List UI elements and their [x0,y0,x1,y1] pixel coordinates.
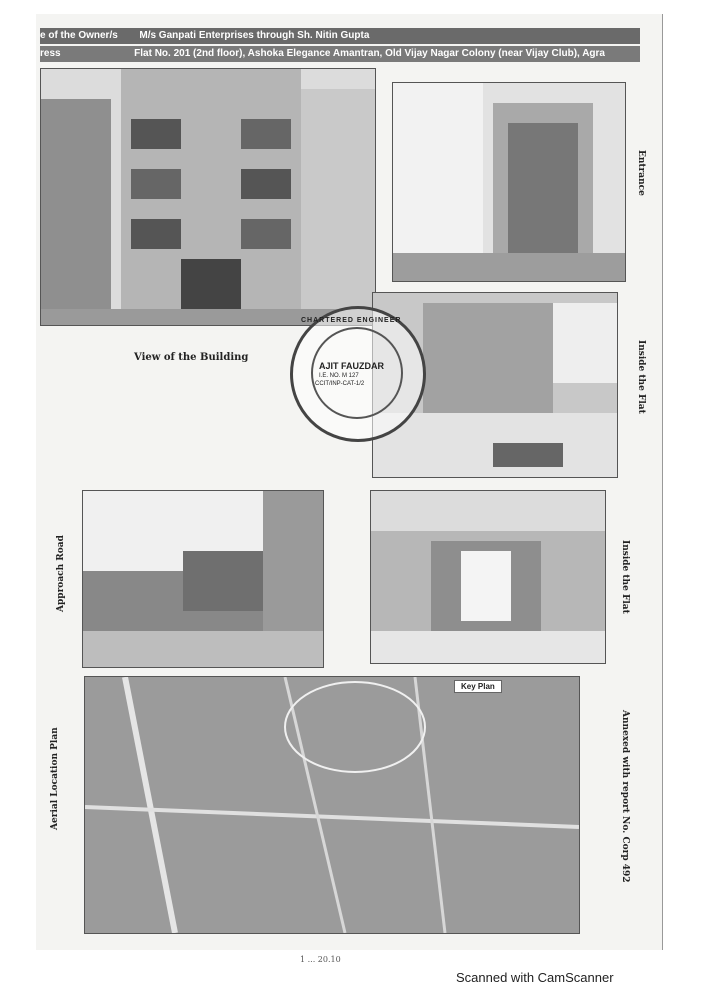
stamp-name: AJIT FAUZDAR [319,361,384,371]
stamp-cop: CCIT/INP-CAT-1/2 [315,381,365,387]
aerial-map [84,676,580,934]
inside-flat-photo-2 [370,490,606,664]
address-value: Flat No. 201 (2nd floor), Ashoka Elegance Amantran, Old Vijay Nagar Colony (near Vijay Club), Agra [134,48,605,59]
bottom-scrap-text: 1 ... 20.10 [300,955,341,964]
aerial-label: Aerial Location Plan [50,727,60,830]
entrance-sketch [393,83,625,281]
owner-value: M/s Ganpati Enterprises through Sh. Nitin Gupta [139,30,370,41]
inside-flat-label-1: Inside the Flat [636,340,646,414]
address-label: ress [40,48,61,59]
approach-road-label: Approach Road [56,535,66,612]
building-sketch [41,69,375,325]
entrance-label: Entrance [636,150,646,196]
inside-flat-label-2: Inside the Flat [620,540,630,614]
approach-road-photo [82,490,324,668]
annexed-label: Annexed with report No. Corp 492 [620,710,630,883]
inside-flat-sketch-2 [371,491,605,663]
stamp-ring-text: CHARTERED ENGINEER [301,317,402,324]
key-plan-label: Key Plan [454,680,502,693]
owner-header-bar [40,28,640,44]
owner-label: e of the Owner/s [40,30,118,41]
stamp-reg: I.E. NO. M 127 [319,373,359,379]
engineer-stamp [290,306,426,442]
approach-road-sketch [83,491,323,667]
scanner-watermark: Scanned with CamScanner [456,970,614,985]
building-photo [40,68,376,326]
aerial-map-sketch [85,677,579,933]
address-header-bar [40,46,640,62]
entrance-photo [392,82,626,282]
view-building-caption: View of the Building [134,352,249,363]
